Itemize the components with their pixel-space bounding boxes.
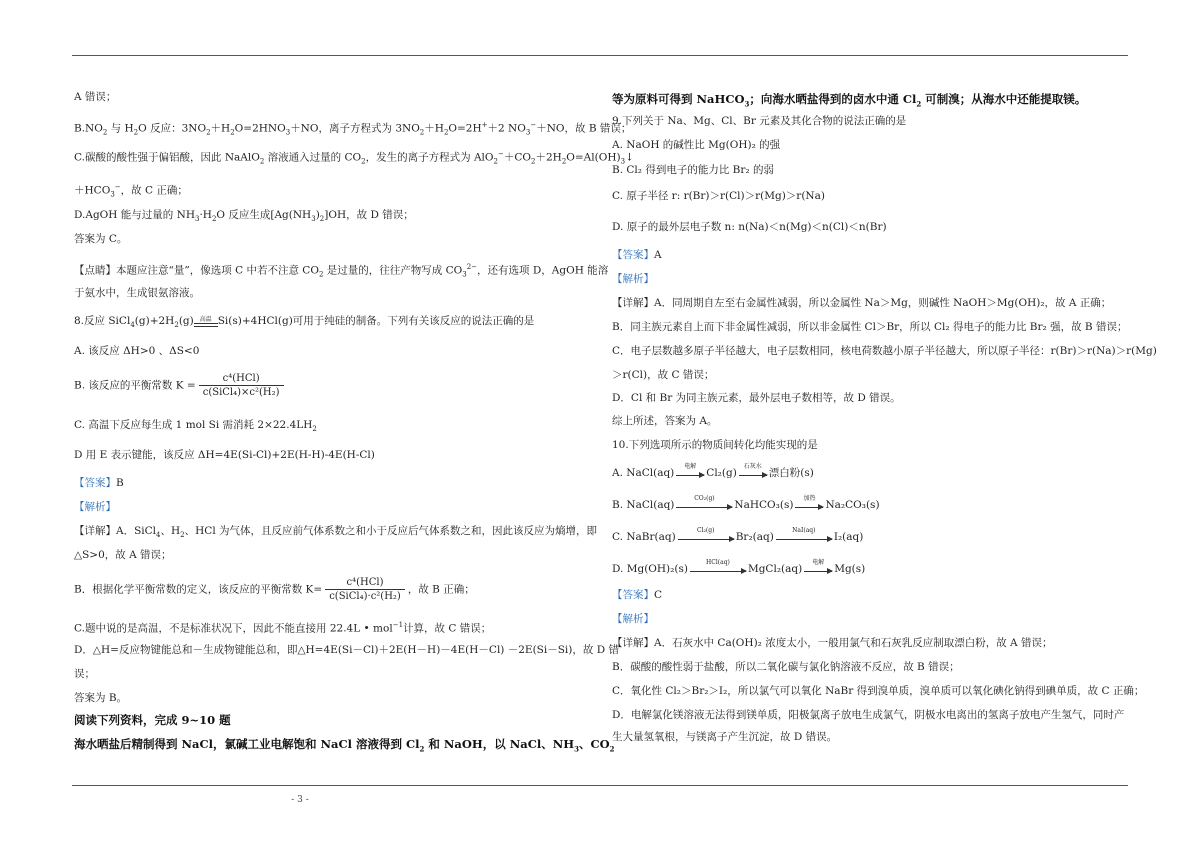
text-line: ＞r(Cl)，故 C 错误； <box>612 369 715 381</box>
text-line: $B.NO_2$ 与 $H_2O$ 反应：$3NO_2+H_2O=2HNO_3+NO$，离子方程式为 $3NO_2+H_2O=2H^++2$ $NO_3^-+NO$，故 B 错误； <box>74 121 632 137</box>
text-line: 误； <box>74 668 95 680</box>
text-line: D．电解氯化镁溶液无法得到镁单质，阳极氯离子放电生成氯气，阴极水电离出的氢离子放电产生氢气，同时产 <box>612 709 1125 721</box>
analysis-label: 【解析】 <box>74 501 116 513</box>
text-line: 答案为 C。 <box>74 233 128 245</box>
text-line: 答案为 B。 <box>74 692 128 704</box>
text-line: 于氨水中，生成银氨溶液。 <box>74 287 200 299</box>
option-d: D. 原子的最外层电子数 n: n(Na)＜n(Mg)＜n(Cl)＜n(Br) <box>612 221 887 233</box>
text-line: 【详解】A．同周期自左至右金属性减弱，所以金属性 Na＞Mg，则碱性 NaOH＞Mg(OH)₂，故 A 正确； <box>612 297 1112 309</box>
text-line: $+HCO_3^-$，故 C 正确； <box>74 183 188 199</box>
text-line: B．同主族元素自上而下非金属性减弱，所以非金属性 Cl＞Br，所以 Cl₂ 得电子的能力比 Br₂ 强，故 B 错误； <box>612 321 1128 333</box>
text-line: 【详解】A．石灰水中 Ca(OH)₂ 浓度太小，一般用氯气和石灰乳反应制取漂白粉，故 A 错误； <box>612 637 1053 649</box>
option-a: A. NaOH 的碱性比 Mg(OH)₂ 的强 <box>612 139 781 151</box>
option-c: C. NaBr(aq) Cl₂(g) Br₂(aq) NaI(aq) I₂(aq) <box>612 527 864 543</box>
text-line: 【点睛】本题应注意“量”，像选项 C 中若不注意 $CO_2$ 是过量的，往往产物写成 $CO_3^{2-}$，还有选项 D，AgOH 能溶 <box>74 263 609 279</box>
material-text: 海水晒盐后精制得到 NaCl，氯碱工业电解饱和 NaCl 溶液得到 $Cl_2$ 和 NaOH，以 NaCl、$NH_3$、$CO_2$ <box>74 737 615 754</box>
material-text: 等为原料可得到 NaHCO$_3$；向海水晒盐得到的卤水中通 $Cl_2$ 可制溴；从海水中还能提取镁。 <box>612 92 1087 109</box>
text-line: C．氧化性 Cl₂＞Br₂＞I₂，所以氯气可以氧化 NaBr 得到溴单质，溴单质可以氧化碘化钠得到碘单质，故 C 正确； <box>612 685 1145 697</box>
option-b: B. Cl₂ 得到电子的能力比 Br₂ 的弱 <box>612 164 774 176</box>
text-line: D．△H=反应物键能总和－生成物键能总和，即△H=4E(Si－Cl)＋2E(H－H)－4E(H－Cl) －2E(Si－Si)，故 D 错 <box>74 644 619 656</box>
option-c: C. 原子半径 r: r(Br)＞r(Cl)＞r(Mg)＞r(Na) <box>612 190 825 202</box>
text-line: 【详解】A．SiCl$_4$、$H_2$、HCl 为气体，且反应前气体系数之和小于反应后气体系数之和，因此该反应为熵增，即 <box>74 525 598 540</box>
text-line: C.题中说的是高温，不是标准状况下，因此不能直接用 22.4L • mol$^{-1}$计算，故 C 错误； <box>74 621 492 635</box>
page-number: - 3 - <box>291 795 309 805</box>
answer-label: 【答案】B <box>74 477 124 489</box>
option-d: D 用 E 表示键能，该反应 ΔH=4E(Si-Cl)+2E(H-H)-4E(H-Cl) <box>74 449 375 461</box>
question-10: 10.下列选项所示的物质间转化均能实现的是 <box>612 439 818 451</box>
text-line: 综上所述，答案为 A。 <box>612 415 718 427</box>
option-d: D. Mg(OH)₂(s) HCl(aq) MgCl₂(aq) 电解 Mg(s) <box>612 559 866 575</box>
text-line: △S>0，故 A 错误； <box>74 549 172 561</box>
text-line: 生大量氢氧根，与镁离子产生沉淀，故 D 错误。 <box>612 731 838 743</box>
footer-rule <box>72 785 1128 786</box>
option-a: A. 该反应 ΔH>0 、ΔS<0 <box>74 345 200 357</box>
question-8: 8.反应 $SiCl_4(g)+2H_2(g)$ 高温 Si(s)+4HCl(g)可用于纯硅的制备。下列有关该反应的说法正确的是 <box>74 315 535 330</box>
option-a: A. NaCl(aq) 电解 Cl₂(g) 石灰水 漂白粉(s) <box>612 463 814 479</box>
option-b: B. 该反应的平衡常数 K = $\frac{\text{c⁴(HCl)}}{\text{c(SiCl₄)×c²(H₂)}}$ <box>74 372 287 399</box>
text-line: C．电子层数越多原子半径越大，电子层数相同，核电荷数越小原子半径越大，所以原子半径：r(Br)＞r(Na)＞r(Mg) <box>612 345 1157 357</box>
section-heading: 阅读下列资料，完成 9~10 题 <box>74 713 231 727</box>
answer-label: 【答案】C <box>612 589 663 601</box>
text-line: C.碳酸的酸性强于偏铝酸，因此 NaAlO$_2$ 溶液通入过量的 $CO_2$，发生的离子方程式为 $AlO_2^-+CO_2+2H_2O=Al(OH)_3↓$ <box>74 150 634 166</box>
option-b: B. NaCl(aq) CO₂(g) NaHCO₃(s) 加热 Na₂CO₃(s) <box>612 495 880 511</box>
analysis-label: 【解析】 <box>612 613 654 625</box>
text-line: D.AgOH 能与过量的 $NH_3\cdot H_2O$ 反应生成$[Ag(NH_3)_2]OH$，故 D 错误； <box>74 209 414 224</box>
analysis-label: 【解析】 <box>612 273 654 285</box>
text-line: B．根据化学平衡常数的定义，该反应的平衡常数 K= $\frac{\text{c⁴(HCl)}}{\text{c(SiCl₄)·c²(H₂)}}$ ，故 B 正确； <box>74 577 475 602</box>
option-c: C. 高温下反应每生成 1 mol Si 需消耗 $2\times 22.4LH_2$ <box>74 419 317 434</box>
text-line: A 错误； <box>74 91 117 103</box>
text-line: D．Cl 和 Br 为同主族元素，最外层电子数相等，故 D 错误。 <box>612 392 901 404</box>
text-line: B．碳酸的酸性弱于盐酸，所以二氧化碳与氯化钠溶液不反应，故 B 错误； <box>612 661 960 673</box>
answer-label: 【答案】A <box>612 249 662 261</box>
header-rule <box>72 55 1128 56</box>
question-9: 9.下列关于 Na、Mg、Cl、Br 元素及其化合物的说法正确的是 <box>612 115 907 127</box>
